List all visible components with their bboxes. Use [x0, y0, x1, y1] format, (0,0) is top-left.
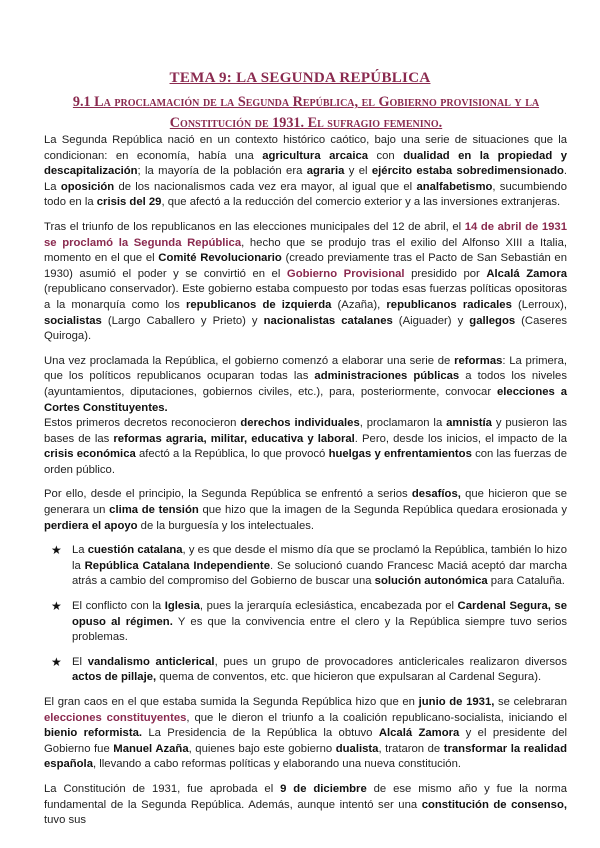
- list-item: ★ La cuestión catalana, y es que desde el mismo día que se proclamó la República, también lo hizo la República Catalana Independiente. Se solucionó cuando Francesc Maciá aceptó dar marcha atrás a cambio del compromiso del Gobierno de buscar una solución autonómica para Cataluña.: [51, 543, 567, 588]
- section-subtitle: 9.1 La proclamación de la Segunda República, el Gobierno provisional y la Constitución de 1931. El sufragio femenino.: [72, 94, 540, 131]
- list-item: ★ El vandalismo anticlerical, pues un grupo de provocadores anticlericales realizaron diversos actos de pillaje, quema de conventos, etc. que hicieron que expulsaran al Cardenal Segura).: [51, 654, 567, 684]
- challenges-list: [44, 543, 567, 686]
- paragraph-reforms: Una vez proclamada la República, el gobierno comenzó a elaborar una serie de reformas: La primera, que los políticos republicanos ocuparan todas las administraciones públicas a todos los niveles (ayuntamientos, diputaciones, gobiernos civiles, etc.), para, posteriormente, convocar elecciones a Cortes Constituyentes.: [44, 354, 567, 414]
- star-bullet-icon: ★: [51, 543, 62, 558]
- paragraph-elections: El gran caos en el que estaba sumida la Segunda República hizo que en junio de 1931, se celebraran elecciones constituyentes, que le dieron el triunfo a la coalición republicano-socialista, iniciando el bienio reformista. La Presidencia de la República la obtuvo Alcalá Zamora y el presidente del Gobierno fue Manuel Azaña, quienes bajo este gobierno dualista, trataron de transformar la realidad española, llevando a cabo reformas políticas y elaborando una nueva constitución.: [44, 696, 568, 771]
- paragraph-decrees: Estos primeros decretos reconocieron derechos individuales, proclamaron la amnistía y pusieron las bases de las reformas agraria, militar, educativa y laboral. Pero, desde los inicios, el impacto de la crisis económica afectó a la República, lo que provocó huelgas y enfrentamientos con las fuerzas de orden público.: [44, 417, 568, 476]
- star-bullet-icon: ★: [51, 599, 62, 614]
- page-title: TEMA 9: LA SEGUNDA REPÚBLICA: [169, 70, 431, 86]
- paragraph-proclamation: Tras el triunfo de los republicanos en las elecciones municipales del 12 de abril, el 14 de abril de 1931 se proclamó la Segunda República, hecho que se produjo tras el exilio del Alfonso XIII a Italia, momento en el que el Comité Revolucionario (creado previamente tras el Pacto de San Sebastián en 1930) asumió el poder y se convirtió en el Gobierno Provisional presidido por Alcalá Zamora (republicano conservador). Este gobierno estaba compuesto por todas esas fuerzas políticas opositoras a la monarquía como los republicanos de izquierda (Azaña), republicanos radicales (Lerroux), socialistas (Largo Caballero y Prieto) y nacionalistas catalanes (Aiguader) y gallegos (Caseres Quiroga).: [44, 220, 568, 343]
- document-body: [44, 133, 567, 838]
- paragraph-constitution: La Constitución de 1931, fue aprobada el 9 de diciembre de ese mismo año y fue la norma fundamental de la Segunda República. Además, aunque intentó ser una constitución de consenso, tuvo sus: [44, 782, 567, 827]
- list-item: ★ El conflicto con la Iglesia, pues la jerarquía eclesiástica, encabezada por el Cardenal Segura, se opuso al régimen. Y es que la convivencia entre el clero y la República siempre tuvo serios problemas.: [51, 599, 568, 644]
- paragraph-challenges: Por ello, desde el principio, la Segunda República se enfrentó a serios desafíos, que hicieron que se generara un clima de tensión que hizo que la imagen de la Segunda República quedara erosionada y perdiera el apoyo de la burguesía y los intelectuales.: [44, 488, 567, 532]
- star-bullet-icon: ★: [51, 654, 62, 669]
- paragraph-context: La Segunda República nació en un contexto histórico caótico, bajo una serie de situaciones que la condicionan: en economía, había una agricultura arcaica con dualidad en la propiedad y descapitalización; la mayoría de la población era agraria y el ejército estaba sobredimensionado. La oposición de los nacionalismos cada vez era mayor, al igual que el analfabetismo, sucumbiendo todo en la crisis del 29, que afectó a la reducción del comercio exterior y a las inversiones extranjeras.: [44, 134, 568, 209]
